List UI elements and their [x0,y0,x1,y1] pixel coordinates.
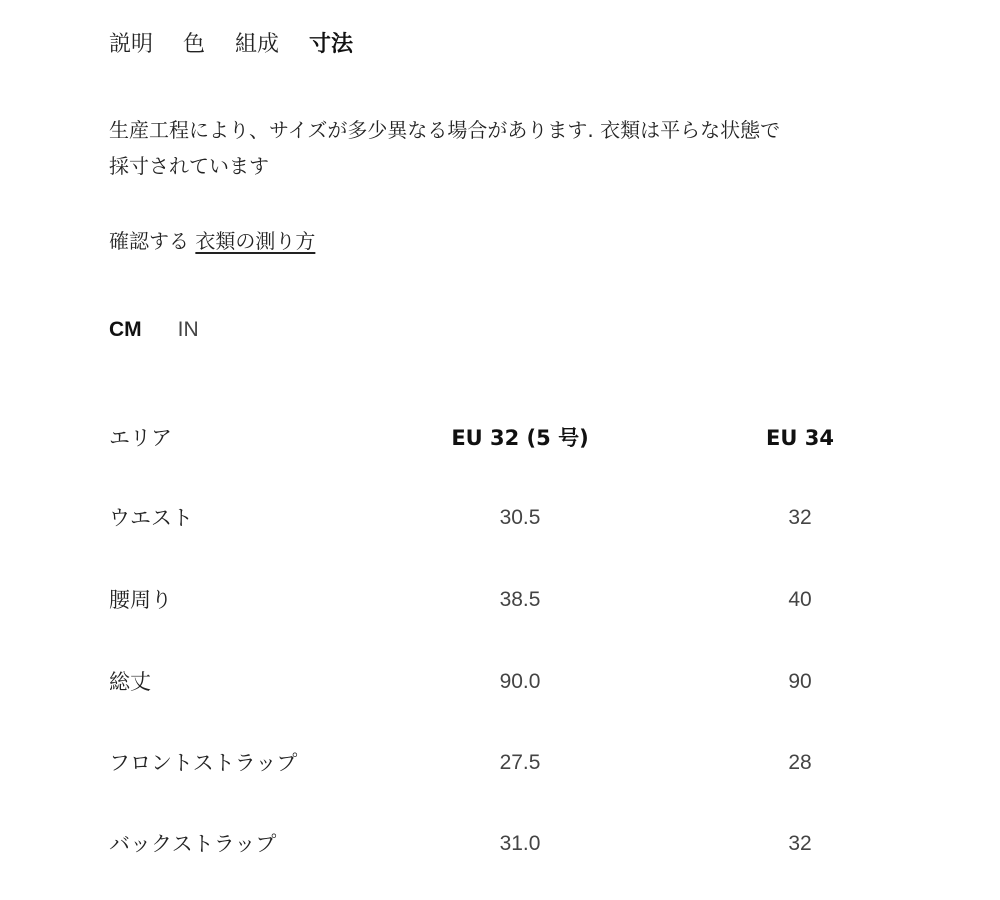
tab-color[interactable]: 色 [183,32,206,57]
unit-in-button[interactable]: IN [177,318,199,341]
table-row [0,580,1000,620]
table-row [0,498,1000,538]
row-value: 27.5 [499,751,541,774]
table-header-row [0,418,1000,458]
table-row [0,743,1000,783]
measure-guide-link[interactable]: 衣類の測り方 [195,229,316,253]
row-area: 腰周り [109,588,172,612]
row-value: 32 [788,832,812,855]
row-area: バックストラップ [109,832,277,856]
row-area: 総丈 [109,670,151,694]
guide-prefix: 確認する [109,229,189,253]
header-area: エリア [109,426,172,450]
row-value: 38.5 [499,588,541,611]
table-row [0,662,1000,702]
row-area: フロントストラップ [109,751,298,775]
tab-dimensions[interactable]: 寸法 [309,32,354,57]
table-row [0,824,1000,864]
row-value: 32 [788,506,812,529]
row-value: 40 [788,588,812,611]
header-size-eu34: EU 34 [766,426,834,450]
row-value: 31.0 [499,832,541,855]
row-area: ウエスト [109,506,193,530]
row-value: 28 [788,751,812,774]
header-size-eu32: EU 32 (5 号) [451,426,589,450]
tab-composition[interactable]: 組成 [235,32,280,57]
unit-cm-button[interactable]: CM [109,318,142,341]
row-value: 90.0 [499,670,541,693]
row-value: 90 [788,670,812,693]
row-value: 30.5 [499,506,541,529]
size-note: 生産工程により、サイズが多少異なる場合があります. 衣類は平らな状態で採寸されています [109,118,781,178]
tab-description[interactable]: 説明 [109,32,154,57]
